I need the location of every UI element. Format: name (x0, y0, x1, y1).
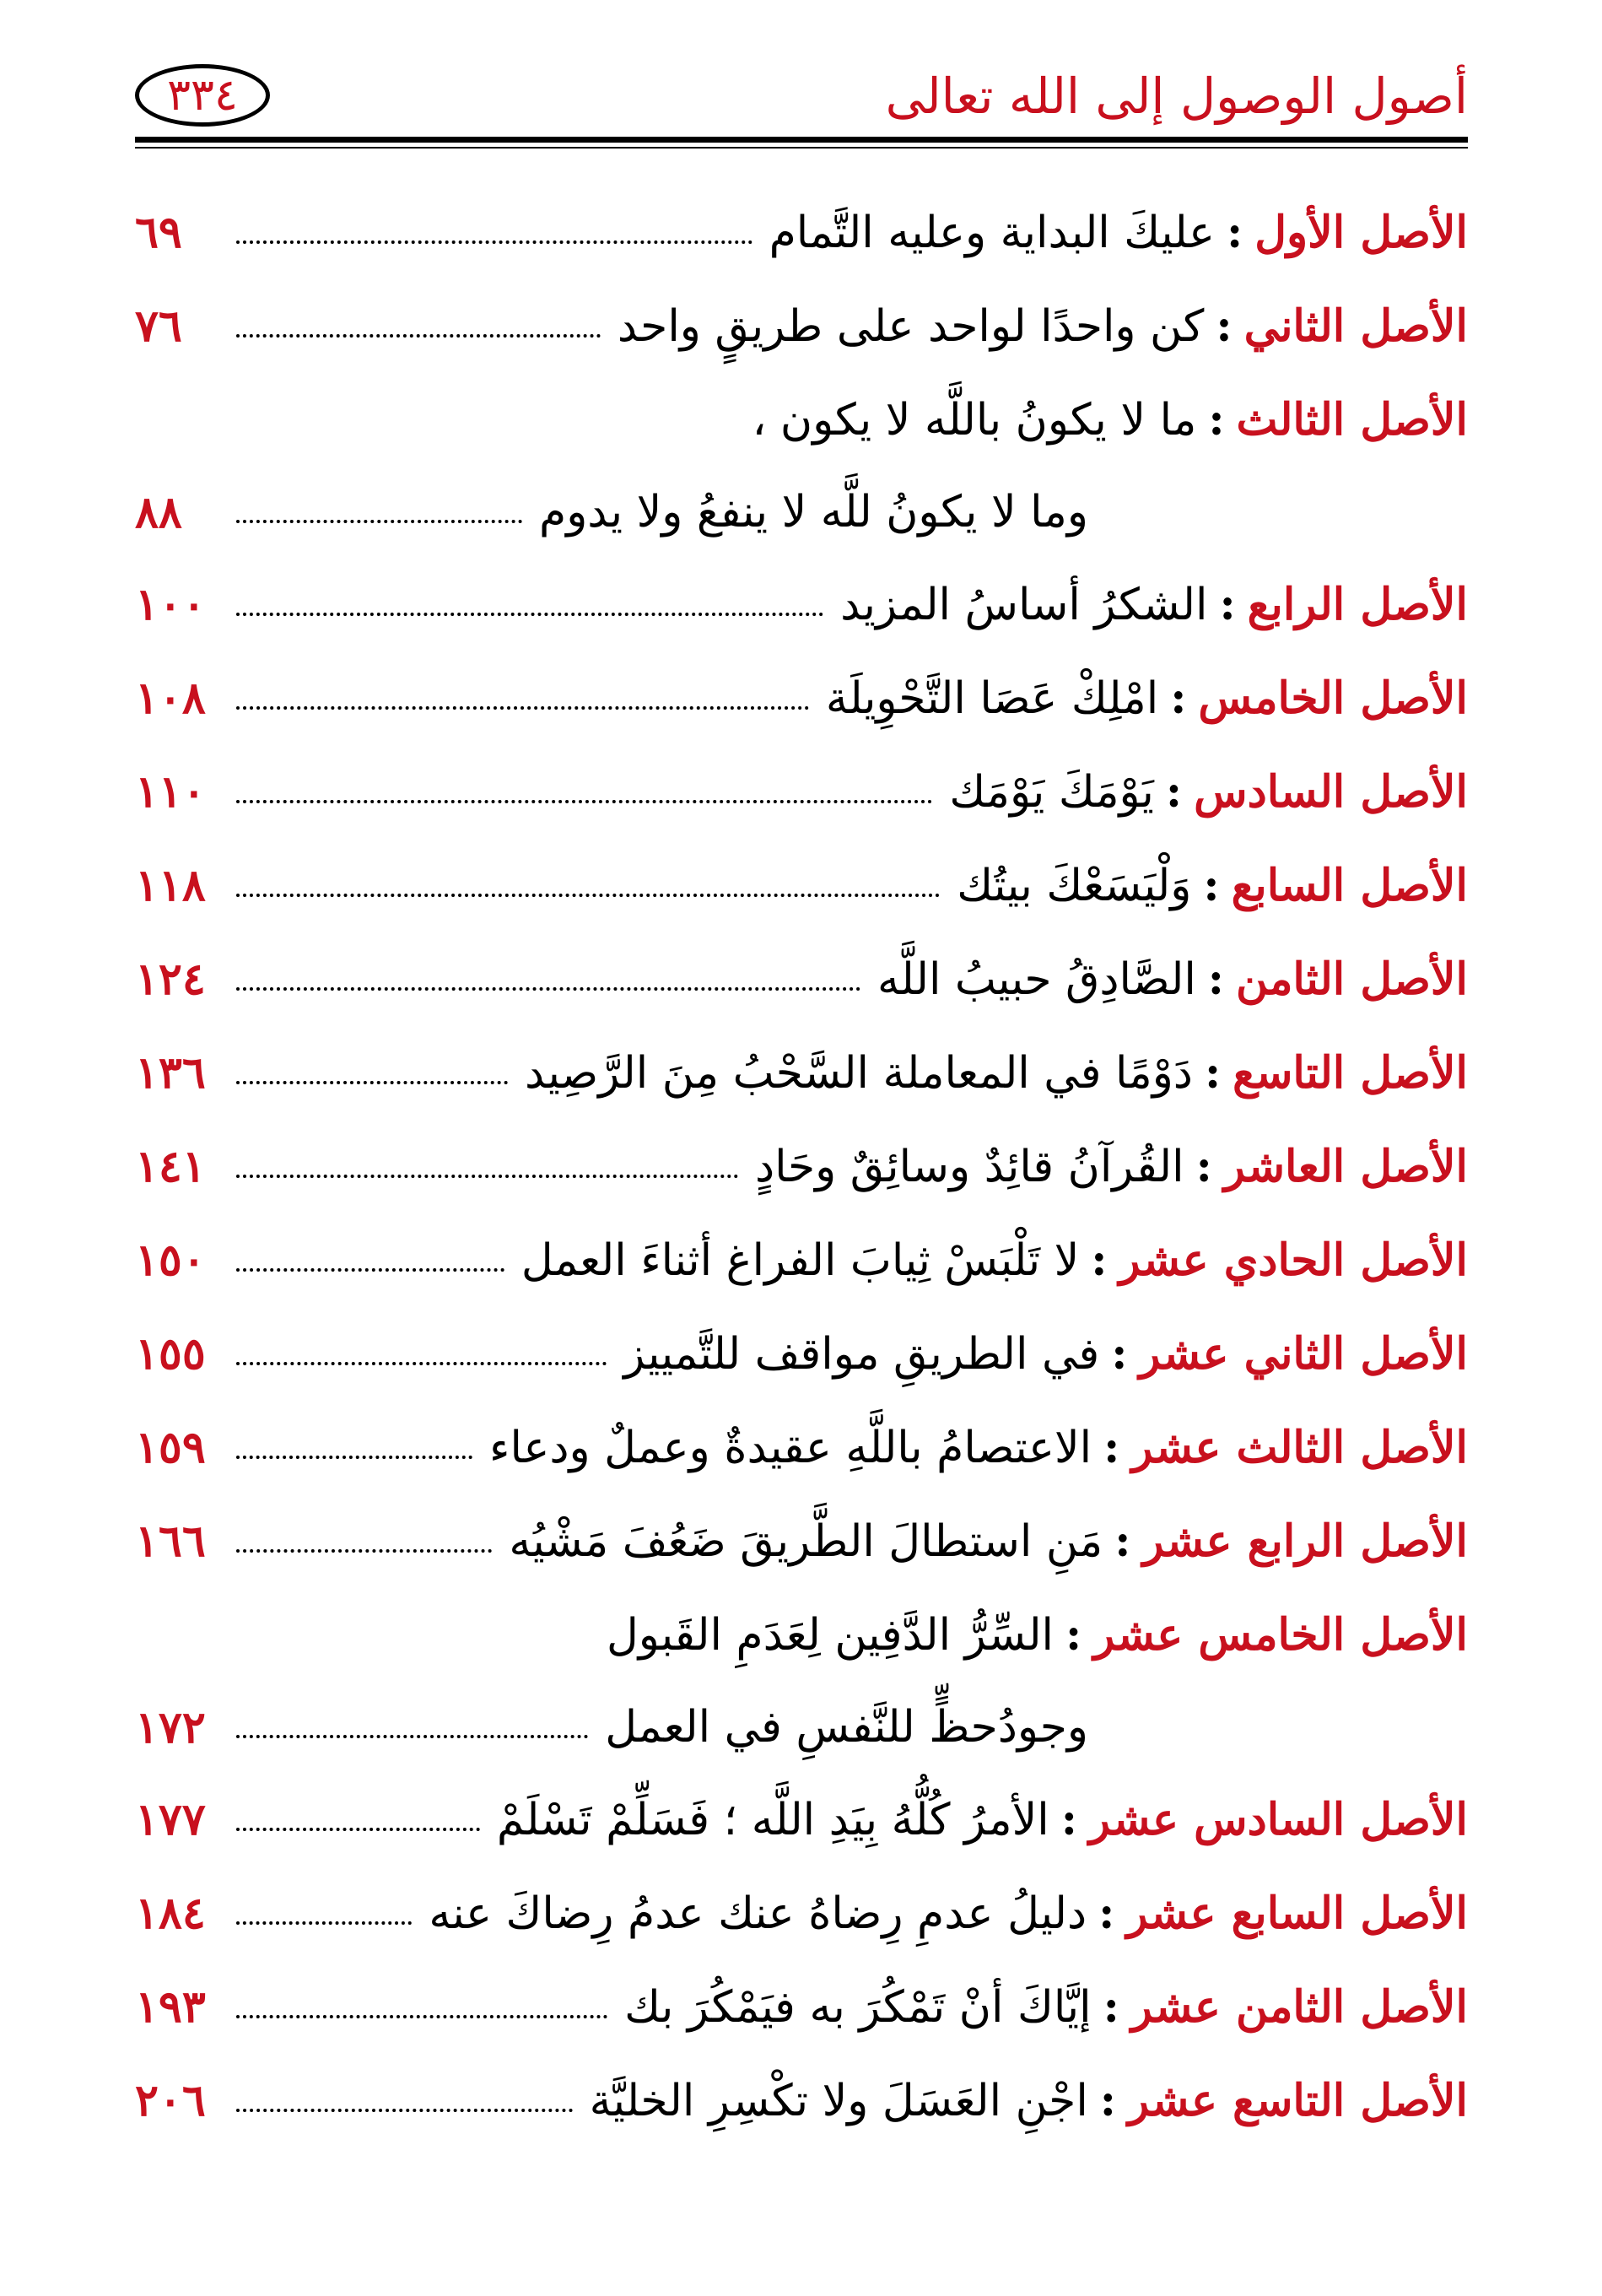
toc-page-number: ١١٠ (135, 766, 206, 818)
toc-page-number: ٢٠٦ (135, 2075, 206, 2126)
toc-row (135, 558, 1468, 651)
toc-entry-label: الأصل العاشر (1223, 1141, 1468, 1192)
dot-leader (236, 987, 860, 991)
dot-leader (236, 240, 752, 244)
toc-entry-title: كن واحدًا لواحد على طريقٍ واحد (617, 300, 1205, 352)
running-header (135, 59, 1468, 143)
toc-page-number: ١٧٢ (135, 1701, 206, 1753)
toc-entry-label: الأصل التاسع عشر (1127, 2075, 1468, 2126)
book-title: أصول الوصول إلى الله تعالى (885, 68, 1468, 125)
toc-entry-label: الأصل الخامس عشر (1093, 1609, 1468, 1661)
toc-row (135, 1401, 1468, 1494)
toc-colon: : (1098, 1888, 1115, 1939)
toc-page-number: ٦٩ (135, 207, 182, 258)
toc-page-number: ١٣٦ (135, 1047, 206, 1099)
toc-row (135, 186, 1468, 279)
toc-entry-label: الأصل الثالث عشر (1131, 1422, 1468, 1473)
toc-colon: : (1207, 954, 1224, 1005)
dot-leader (236, 1921, 412, 1925)
toc-row (135, 1307, 1468, 1401)
toc-page-number: ١٠٨ (135, 673, 206, 724)
toc-entry-label: الأصل الخامس (1198, 673, 1468, 724)
toc-entry-title: وما لا يكونُ للَّه لا ينفعُ ولا يدوم (539, 487, 1088, 538)
toc-entry-title: الاعتصامُ باللَّهِ عقيدةٌ وعملٌ ودعاء (489, 1422, 1092, 1473)
toc-entry-label: الأصل الثامن (1235, 954, 1468, 1005)
toc-colon: : (1203, 860, 1220, 911)
dot-leader (236, 1081, 508, 1084)
page-number-frame (135, 64, 270, 127)
toc-colon: : (1227, 207, 1243, 258)
toc-colon: : (1208, 394, 1225, 446)
toc-row (135, 745, 1468, 839)
toc-page-number: ١٢٤ (135, 954, 206, 1005)
toc-colon: : (1204, 1047, 1222, 1099)
toc-colon: : (1103, 1422, 1120, 1473)
toc-entry-title: امْلِكْ عَصَا التَّحْوِيلَة (825, 673, 1159, 724)
toc-entry-label: الأصل السابع عشر (1126, 1888, 1468, 1939)
toc-colon: : (1099, 2075, 1116, 2126)
toc-entry-title: ما لا يكونُ باللَّه لا يكون ، (752, 394, 1197, 446)
toc-colon: : (1170, 673, 1187, 724)
toc-row (135, 1213, 1468, 1307)
toc-entry-label: الأصل الثالث (1236, 394, 1468, 446)
dot-leader (236, 334, 601, 338)
toc-page-number: ١٦٦ (135, 1515, 206, 1567)
toc-entry-title: الصَّادِقُ حبيبُ اللَّه (877, 954, 1196, 1005)
toc-row (135, 1867, 1468, 1960)
toc-row (135, 373, 1468, 467)
header-rule-thick (135, 137, 1468, 143)
toc-colon: : (1111, 1328, 1128, 1380)
toc-row (135, 1120, 1468, 1213)
toc-entry-title: الأمرُ كُلُّهُ بِيَدِ اللَّه ؛ فَسَلِّمْ تَسْلَمْ (496, 1794, 1049, 1845)
dot-leader (236, 894, 940, 897)
toc-entry-title: الشكرُ أساسُ المزيد (840, 579, 1208, 630)
page-number: ٣٣٤ (167, 70, 238, 121)
toc-row (135, 279, 1468, 373)
toc-row (135, 2054, 1468, 2147)
toc-page-number: ١٤١ (135, 1141, 206, 1192)
toc-entry-label: الأصل الثاني (1243, 300, 1468, 352)
toc-entry-title: القُرآنُ قائِدٌ وسائِقٌ وحَادٍ (754, 1141, 1184, 1192)
toc-entry-label: الأصل الحادي عشر (1119, 1234, 1468, 1286)
toc-page-number: ١٥٩ (135, 1422, 206, 1473)
toc-row (135, 1026, 1468, 1120)
toc-page-number: ١٠٠ (135, 579, 206, 630)
toc-page-number: ٧٦ (135, 300, 182, 352)
dot-leader (236, 2015, 607, 2018)
dot-leader (236, 1362, 607, 1365)
toc-page-number: ١٨٤ (135, 1888, 206, 1939)
toc-entry-label: الأصل السادس (1194, 766, 1468, 818)
toc-entry-label: الأصل السادس عشر (1088, 1794, 1468, 1845)
dot-leader (236, 520, 522, 523)
toc-colon: : (1195, 1141, 1212, 1192)
toc-row (135, 1682, 1468, 1773)
table-of-contents (135, 186, 1468, 2147)
dot-leader (236, 1549, 492, 1553)
dot-leader (236, 706, 809, 710)
toc-entry-title: إيَّاكَ أنْ تَمْكُرَ به فيَمْكُرَ بك (624, 1981, 1092, 2033)
toc-page-number: ١١٨ (135, 860, 206, 911)
toc-row (135, 839, 1468, 932)
dot-leader (236, 800, 932, 803)
dot-leader (236, 1175, 738, 1178)
dot-leader (236, 2109, 573, 2112)
toc-entry-title: يَوْمَكَ يَوْمَك (949, 766, 1154, 818)
toc-entry-title: في الطريقِ مواقف للتَّمييز (623, 1328, 1100, 1380)
toc-colon: : (1103, 1981, 1119, 2033)
toc-page-number: ١٧٧ (135, 1794, 206, 1845)
toc-colon: : (1165, 766, 1183, 818)
toc-row (135, 1494, 1468, 1588)
dot-leader (236, 1456, 472, 1459)
toc-entry-title: عليكَ البداية وعليه التَّمام (769, 207, 1216, 258)
toc-colon: : (1060, 1794, 1077, 1845)
toc-entry-label: الأصل التاسع (1233, 1047, 1468, 1099)
toc-entry-label: الأصل الأول (1254, 207, 1468, 258)
dot-leader (236, 1735, 588, 1738)
toc-entry-title: اجْنِ العَسَلَ ولا تكْسِرِ الخليَّة (589, 2075, 1088, 2126)
toc-colon: : (1065, 1609, 1082, 1661)
toc-colon: : (1091, 1234, 1108, 1286)
toc-colon: : (1114, 1515, 1131, 1567)
toc-entry-label: الأصل الثامن عشر (1130, 1981, 1468, 2033)
toc-entry-title: مَنِ استطالَ الطَّريقَ ضَعُفَ مَشْيُه (509, 1515, 1103, 1567)
toc-colon: : (1216, 300, 1233, 352)
toc-page-number: ١٩٣ (135, 1981, 206, 2033)
toc-entry-title: لا تَلْبَسْ ثِيابَ الفراغ أثناءَ العمل (521, 1234, 1080, 1286)
toc-entry-title: دَوْمًا في المعاملة السَّحْبُ مِنَ الرَّصِيد (525, 1047, 1193, 1099)
toc-entry-title: السِّرُّ الدَّفِين لِعَدَمِ القَبول (606, 1609, 1054, 1661)
toc-page-number: ٨٨ (135, 486, 182, 538)
toc-entry-title: وجودُحظٍّ للنَّفسِ في العمل (605, 1702, 1088, 1753)
dot-leader (236, 1268, 504, 1272)
header-rule-thin (135, 147, 1468, 149)
toc-row (135, 1588, 1468, 1682)
toc-row (135, 1960, 1468, 2054)
toc-entry-label: الأصل السابع (1231, 860, 1468, 911)
toc-entry-label: الأصل الرابع (1247, 579, 1468, 630)
dot-leader (236, 1828, 480, 1831)
toc-row (135, 467, 1468, 558)
toc-page-number: ١٥٠ (135, 1234, 206, 1286)
toc-row (135, 932, 1468, 1026)
toc-entry-label: الأصل الثاني عشر (1139, 1328, 1468, 1380)
toc-page-number: ١٥٥ (135, 1328, 206, 1380)
toc-entry-label: الأصل الرابع عشر (1142, 1515, 1468, 1567)
toc-entry-title: وَلْيَسَعْكَ بيتُك (957, 860, 1192, 911)
dot-leader (236, 613, 823, 616)
toc-colon: : (1219, 579, 1236, 630)
toc-row (135, 1773, 1468, 1867)
toc-entry-title: دليلُ عدمِ رِضاهُ عنك عدمُ رِضاكَ عنه (429, 1888, 1087, 1939)
toc-row (135, 651, 1468, 745)
